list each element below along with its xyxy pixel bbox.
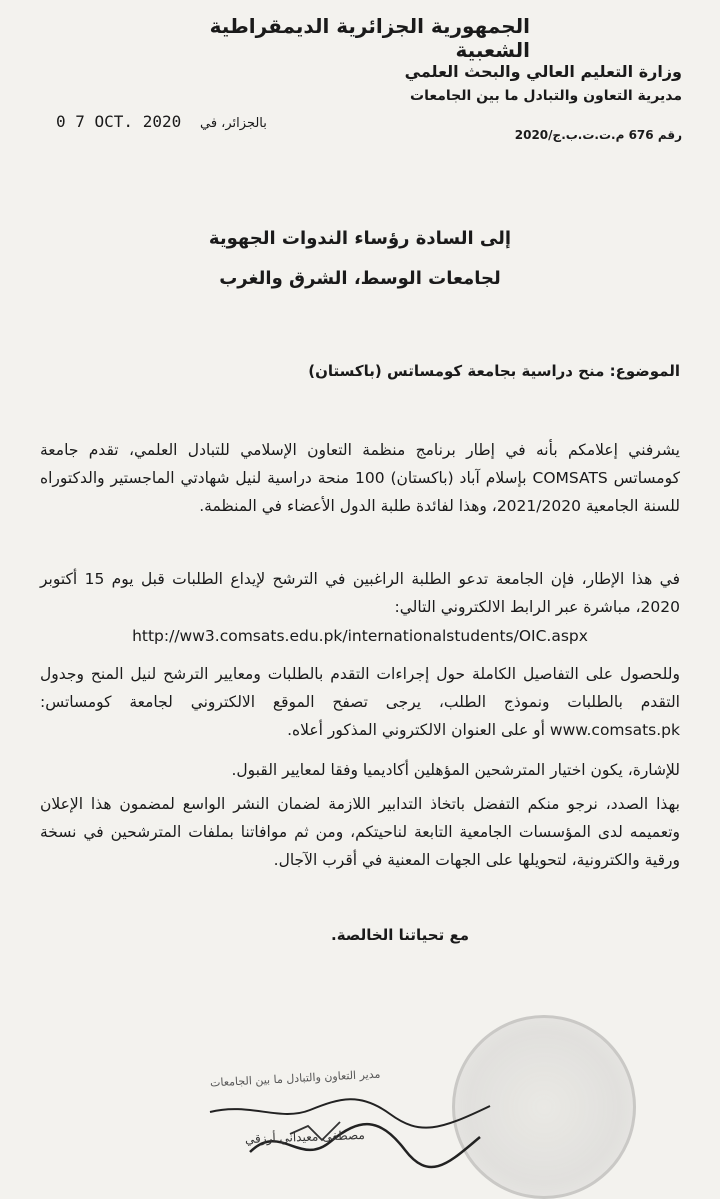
- paragraph-2: في هذا الإطار، فإن الجامعة تدعو الطلبة الراغبين في الترشح لإيداع الطلبات قبل يوم 15 أكتوبر 2020، مباشرة عبر الرابط الالكتروني التالي:: [40, 570, 680, 616]
- date-stamp: 0 7 OCT. 2020: [56, 112, 182, 131]
- signatory-title: مدير التعاون والتبادل ما بين الجامعات: [209, 1067, 381, 1090]
- paragraph-1: يشرفني إعلامكم بأنه في إطار برنامج منظمة التعاون الإسلامي للتبادل العلمي، تقدم جامعة كومساتس COMSATS بإسلام آباد (باكستان) 100 منحة دراسية لنيل شهادتي الماجستير والدكتوراه للسنة الجامعية 2021/2020، وهذا لفائدة طلبة الدول الأعضاء في المنظمة.: [40, 441, 680, 515]
- paragraph-4: للإشارة، يكون اختيار المترشحين المؤهلين أكاديميا وفقا لمعايير القبول.: [231, 761, 680, 779]
- handwritten-signature: [190, 1082, 530, 1172]
- republic-header: الجمهورية الجزائرية الديمقراطية الشعبية: [209, 14, 530, 62]
- application-url: http://ww3.comsats.edu.pk/internationalstudents/OIC.aspx: [132, 627, 588, 645]
- signatory-name: مصطفى معيداني أرزقي: [244, 1127, 366, 1147]
- paragraph-3: وللحصول على التفاصيل الكاملة حول إجراءات التقدم بالطلبات ومعايير الترشح لنيل المنح وجدول التقدم بالطلبات ونموذج الطلب، يرجى تصفح الموقع الالكتروني لجامعة كومساتس: www.comsats.pk أو على العنوان الالكتروني المذكور أعلاه.: [40, 665, 680, 739]
- closing-greeting: مع تحياتنا الخالصة.: [331, 926, 469, 944]
- directorate-name: مديرية التعاون والتبادل ما بين الجامعات: [410, 88, 682, 104]
- paragraph-5: بهذا الصدد، نرجو منكم التفضل باتخاذ التدابير اللازمة لضمان النشر الواسع لمضمون هذا الإعلان وتعميمه لدى المؤسسات الجامعية التابعة لناحيتكم، ومن ثم موافاتنا بملفات المترشحين في نسخة ورقية والكترونية، لتحويلها على الجهات المعنية في أقرب الآجال.: [40, 795, 680, 869]
- reference-number: رقم 676 م.ت.ت.ب.ج/2020: [514, 128, 682, 142]
- addressee-line-2: لجامعات الوسط، الشرق والغرب: [219, 268, 501, 289]
- ministry-name: وزارة التعليم العالي والبحث العلمي: [404, 62, 682, 81]
- place-label: بالجزائر، في: [200, 116, 267, 131]
- subject-line: الموضوع: منح دراسية بجامعة كومساتس (باكستان): [308, 362, 680, 380]
- addressee-line-1: إلى السادة رؤساء الندوات الجهوية: [208, 228, 512, 249]
